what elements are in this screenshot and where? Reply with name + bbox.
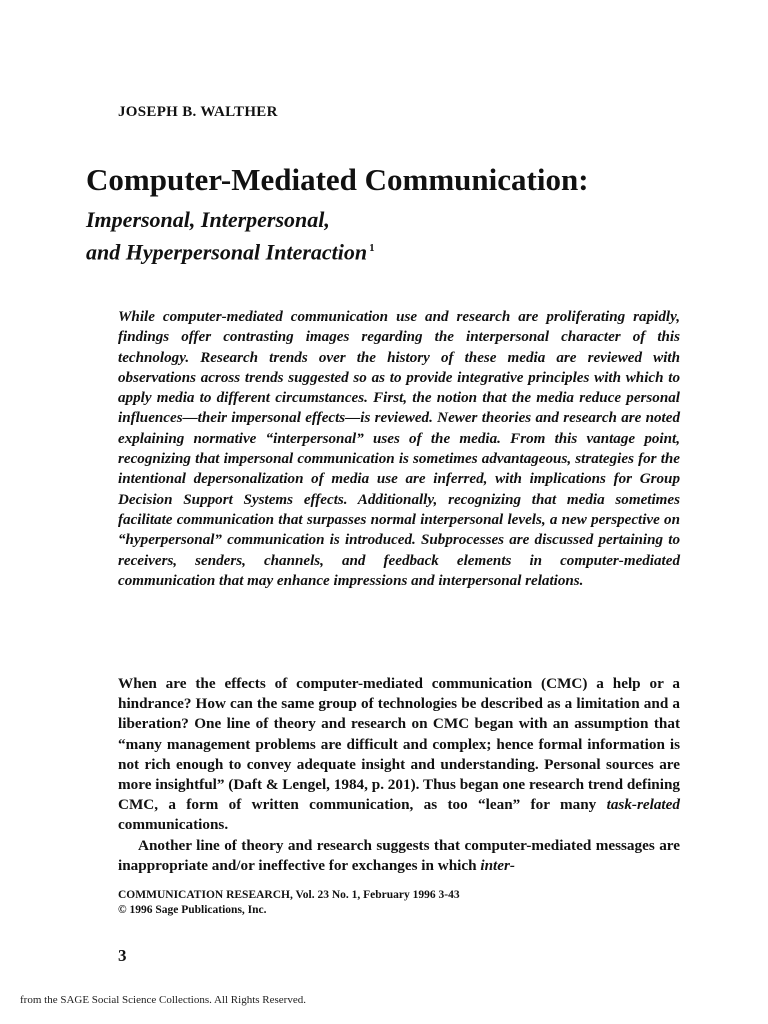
subtitle-line-1: Impersonal, Interpersonal, bbox=[86, 207, 330, 232]
article-subtitle bbox=[86, 205, 375, 266]
body-paragraph-1 bbox=[118, 674, 680, 836]
page-number: 3 bbox=[118, 946, 127, 965]
body-paragraph-2 bbox=[118, 836, 680, 876]
author-name: JOSEPH B. WALTHER bbox=[118, 104, 278, 120]
article-title: Computer-Mediated Communication: bbox=[86, 162, 589, 197]
body-paragraph-2-text: Another line of theory and research suggests that computer-mediated messages are inappropriate and/or ineffective for exchanges in which bbox=[118, 836, 680, 874]
body-paragraph-1-tail: communications. bbox=[118, 816, 229, 834]
collection-watermark: from the SAGE Social Science Collections. All Rights Reserved. bbox=[20, 994, 306, 1006]
body-paragraph-1-text: When are the effects of computer-mediated communication (CMC) a help or a hindrance? How can the same group of technologies be described as a limitation and a liberation? One line of theory and research on CMC began with an assumption that “many management problems are difficult and complex; hence formal information is not rich enough to convey adequate insight and understanding. Personal sources are more insightful” (Daft & Lengel, 1984, p. 201). Thus began one research trend defining CMC, a form of written communication, as too “lean” for many bbox=[118, 675, 680, 814]
footnote-marker: 1 bbox=[369, 242, 375, 254]
publication-footnote bbox=[118, 888, 460, 918]
body-text bbox=[118, 674, 680, 876]
body-paragraph-1-emphasis: task-related bbox=[606, 796, 680, 814]
subtitle-line-2-text: and Hyperpersonal Interaction bbox=[86, 239, 368, 265]
journal-citation: COMMUNICATION RESEARCH, Vol. 23 No. 1, February 1996 3-43 bbox=[118, 889, 460, 901]
abstract: While computer-mediated communication use and research are proliferating rapidly, findings offer contrasting images regarding the interpersonal character of this technology. Research trends over the history of these media are reviewed with observations across trends suggested so as to provide integrative principles with which to apply media to different circumstances. First, the notion that the media reduce personal influences—their impersonal effects—is reviewed. Newer theories and research are noted explaining normative “interpersonal” uses of the media. From this vantage point, recognizing that impersonal communication is sometimes advantageous, strategies for the intentional depersonalization of media use are inferred, with implications for Group Decision Support Systems effects. Additionally, recognizing that media sometimes facilitate communication that surpasses normal interpersonal levels, a new perspective on “hyperpersonal” communication is introduced. Subprocesses are discussed pertaining to receivers, senders, channels, and feedback elements in computer-mediated communication that may enhance impressions and interpersonal relations. bbox=[118, 309, 680, 589]
copyright-notice: © 1996 Sage Publications, Inc. bbox=[118, 904, 267, 916]
body-paragraph-2-emphasis: inter- bbox=[480, 856, 515, 874]
subtitle-line-2 bbox=[86, 234, 375, 266]
